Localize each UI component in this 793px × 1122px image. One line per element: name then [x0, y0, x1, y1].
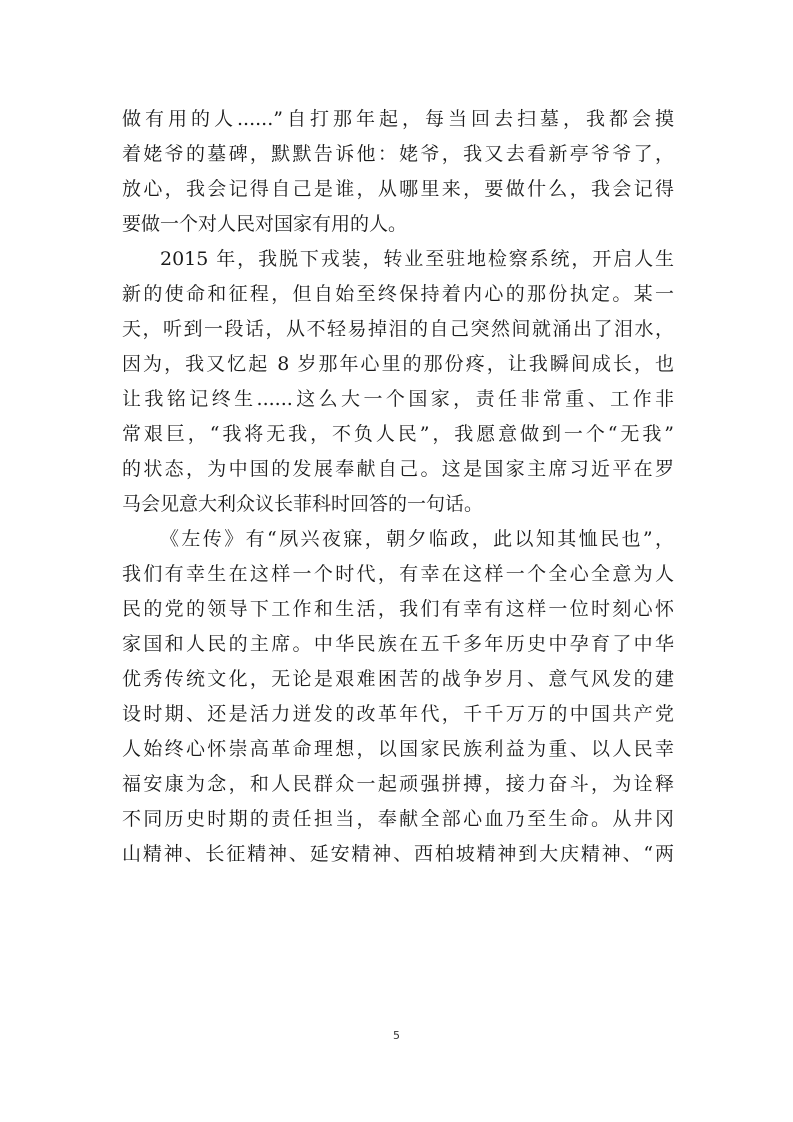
text-line [122, 172, 674, 207]
page-number: 5 [393, 1029, 400, 1042]
text-line [122, 487, 674, 522]
text-line [122, 277, 674, 312]
text-line [122, 137, 674, 172]
text-line [122, 592, 674, 627]
text-line-content: 2015 年，我脱下戎装，转业至驻地检察系统，开启人生 [160, 248, 674, 270]
text-line [122, 312, 674, 347]
text-line-content: 民的党的领导下工作和生活，我们有幸有这样一位时刻心怀 [122, 598, 674, 620]
text-line-content: 人始终心怀崇高革命理想，以国家民族利益为重、以人民幸 [122, 738, 674, 760]
text-line [122, 662, 674, 697]
text-line [122, 732, 674, 767]
text-line-content: 家国和人民的主席。中华民族在五千多年历史中孕育了中华 [122, 633, 674, 655]
text-line-content: 让我铭记终生......这么大一个国家，责任非常重、工作非 [122, 388, 674, 410]
text-line [122, 522, 674, 557]
body-text [122, 102, 674, 872]
text-line [122, 802, 674, 837]
text-line-content: 《左传》有“夙兴夜寐，朝夕临政，此以知其恤民也”， [160, 528, 674, 550]
text-line-content: 的状态，为中国的发展奉献自己。这是国家主席习近平在罗 [122, 458, 674, 480]
text-line-content: 放心，我会记得自己是谁，从哪里来，要做什么，我会记得 [122, 178, 674, 200]
text-line [122, 382, 674, 417]
text-line [122, 627, 674, 662]
text-line [122, 417, 674, 452]
text-line-content: 天，听到一段话，从不轻易掉泪的自己突然间就涌出了泪水， [122, 318, 674, 340]
text-line-content: 山精神、长征精神、延安精神、西柏坡精神到大庆精神、“两 [122, 843, 674, 865]
text-line-content: 常艰巨，“我将无我，不负人民”，我愿意做到一个“无我” [122, 423, 674, 445]
text-line-content: 设时期、还是活力迸发的改革年代，千千万万的中国共产党 [122, 703, 674, 725]
text-line-content: 优秀传统文化，无论是艰难困苦的战争岁月、意气风发的建 [122, 668, 674, 690]
text-line [122, 697, 674, 732]
text-line-content: 我们有幸生在这样一个时代，有幸在这样一个全心全意为人 [122, 563, 674, 585]
text-line [122, 347, 674, 382]
text-line-content: 要做一个对人民对国家有用的人。 [122, 213, 408, 235]
text-line [122, 242, 674, 277]
text-line [122, 837, 674, 872]
text-line-content: 福安康为念，和人民群众一起顽强拼搏，接力奋斗，为诠释 [122, 773, 674, 795]
text-line-content: 因为，我又忆起 8 岁那年心里的那份疼，让我瞬间成长，也 [122, 353, 674, 375]
text-line-content: 做有用的人......”自打那年起，每当回去扫墓，我都会摸 [122, 108, 674, 130]
text-line-content: 不同历史时期的责任担当，奉献全部心血乃至生命。从井冈 [122, 808, 674, 830]
text-line [122, 767, 674, 802]
text-line [122, 452, 674, 487]
text-line-content: 着姥爷的墓碑，默默告诉他：姥爷，我又去看新亭爷爷了， [122, 143, 674, 165]
text-line [122, 102, 674, 137]
text-line-content: 马会见意大利众议长菲科时回答的一句话。 [122, 493, 484, 515]
text-line [122, 207, 674, 242]
text-line-content: 新的使命和征程，但自始至终保持着内心的那份执定。某一 [122, 283, 674, 305]
text-line [122, 557, 674, 592]
